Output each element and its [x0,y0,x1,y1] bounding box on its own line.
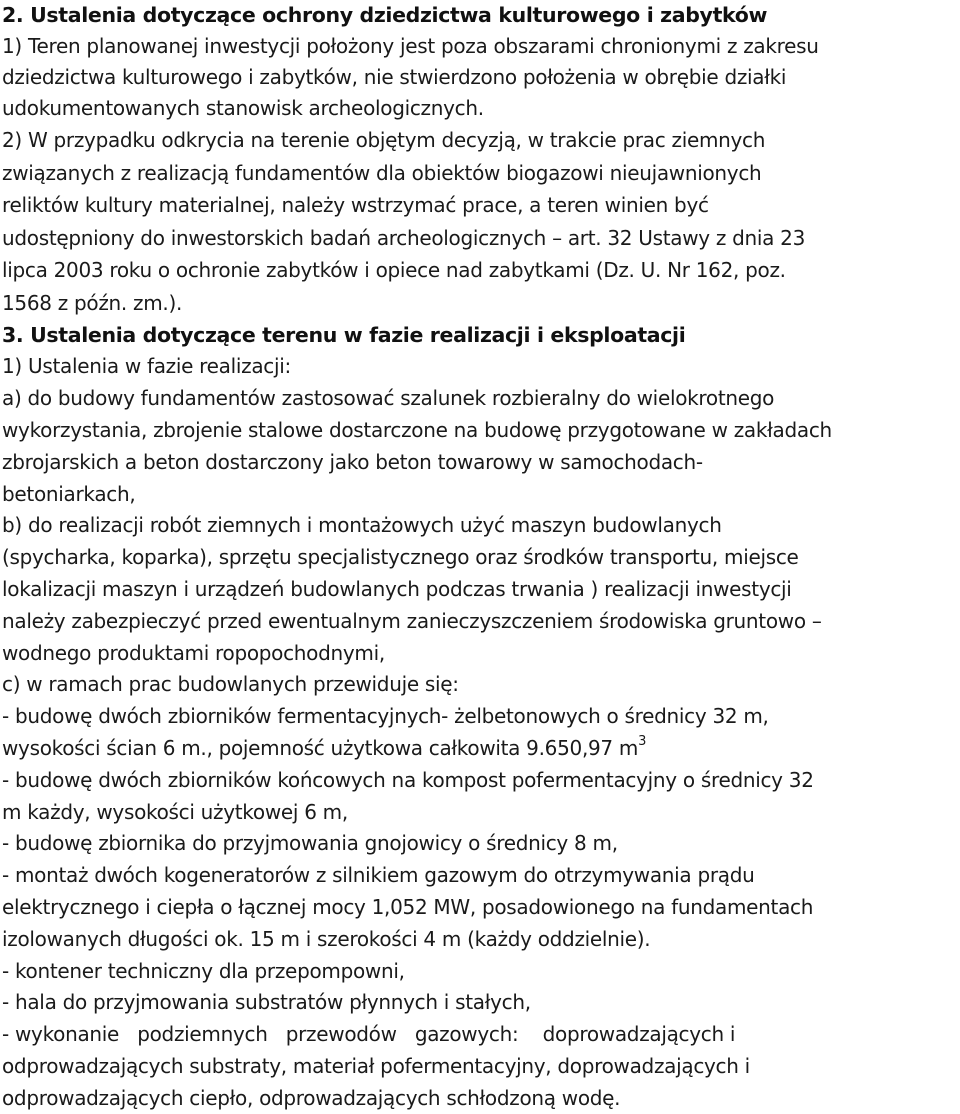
section-3-line: (spycharka, koparka), sprzętu specjalistycznego oraz środków transportu, miejsce [2,545,799,570]
section-2-line: 1) Teren planowanej inwestycji położony jest poza obszarami chronionymi z zakresu [2,34,819,58]
section-3-line: a) do budowy fundamentów zastosować szalunek rozbieralny do wielokrotnego [2,386,775,411]
section-3-line: elektrycznego i ciepła o łącznej mocy 1,052 MW, posadowionego na fundamentach [2,894,814,919]
section-3-line: odprowadzających ciepło, odprowadzających schłodzoną wodę. [2,1085,621,1110]
section-2-line: związanych z realizacją fundamentów dla obiektów biogazowi nieujawnionych [2,160,762,185]
section-3-line: należy zabezpieczyć przed ewentualnym zanieczyszczeniem środowiska gruntowo – [2,608,822,633]
section-3-line: 1) Ustalenia w fazie realizacji: [2,354,291,379]
section-2-line: reliktów kultury materialnej, należy wstrzymać prace, a teren winien być [2,193,709,218]
section-3-line: - hala do przyjmowania substratów płynnych i stałych, [2,990,531,1015]
section-3-line: c) w ramach prac budowlanych przewiduje się: [2,672,459,697]
section-3-line: - kontener techniczny dla przepompowni, [2,958,405,983]
section-2-line: dziedzictwa kulturowego i zabytków, nie stwierdzono położenia w obrębie działki [2,65,787,89]
section-3-line: - budowę zbiornika do przyjmowania gnojowicy o średnicy 8 m, [2,831,618,856]
section-3-line: zbrojarskich a beton dostarczony jako beton towarowy w samochodach- [2,449,703,474]
section-3-line: - wykonanie podziemnych przewodów gazowych: doprowadzających i [2,1022,736,1047]
section-2-point-2 [2,124,958,320]
section-3-line: odprowadzających substraty, materiał pofermentacyjny, doprowadzających i [2,1053,750,1078]
section-2-line: udostępniony do inwestorskich badań archeologicznych – art. 32 Ustawy z dnia 23 [2,225,806,250]
section-2-heading: 2. Ustalenia dotyczące ochrony dziedzictwa kulturowego i zabytków [2,3,768,27]
section-2 [2,0,958,124]
section-3-line: - budowę dwóch zbiorników fermentacyjnych- żelbetonowych o średnicy 32 m, [2,704,769,729]
section-3-line: wodnego produktami ropopochodnymi, [2,640,385,665]
document-page [2,0,958,1114]
volume-line [2,733,958,765]
section-3 [2,320,958,1114]
section-3-line: wykorzystania, zbrojenie stalowe dostarczone na budowę przygotowane w zakładach [2,417,832,442]
section-3-line: m każdy, wysokości użytkowej 6 m, [2,799,348,824]
section-3-line: lokalizacji maszyn i urządzeń budowlanych podczas trwania ) realizacji inwestycji [2,576,792,601]
section-3-line: - budowę dwóch zbiorników końcowych na kompost pofermentacyjny o średnicy 32 [2,767,814,792]
section-3-line: betoniarkach, [2,481,136,506]
volume-text: wysokości ścian 6 m., pojemność użytkowa całkowita 9.650,97 m [2,735,639,760]
section-3-line: - montaż dwóch kogeneratorów z silnikiem gazowym do otrzymywania prądu [2,863,755,888]
section-3-line: izolowanych długości ok. 15 m i szerokości 4 m (każdy oddzielnie). [2,926,651,951]
section-2-line: 1568 z późn. zm.). [2,290,183,315]
section-3-heading: 3. Ustalenia dotyczące terenu w fazie realizacji i eksploatacji [2,322,686,347]
volume-superscript: 3 [638,734,647,750]
section-3-line: b) do realizacji robót ziemnych i montażowych użyć maszyn budowlanych [2,513,722,538]
section-2-line: 2) W przypadku odkrycia na terenie objętym decyzją, w trakcie prac ziemnych [2,128,766,152]
section-2-line: udokumentowanych stanowisk archeologicznych. [2,96,484,120]
section-2-line: lipca 2003 roku o ochronie zabytków i opiece nad zabytkami (Dz. U. Nr 162, poz. [2,258,786,283]
